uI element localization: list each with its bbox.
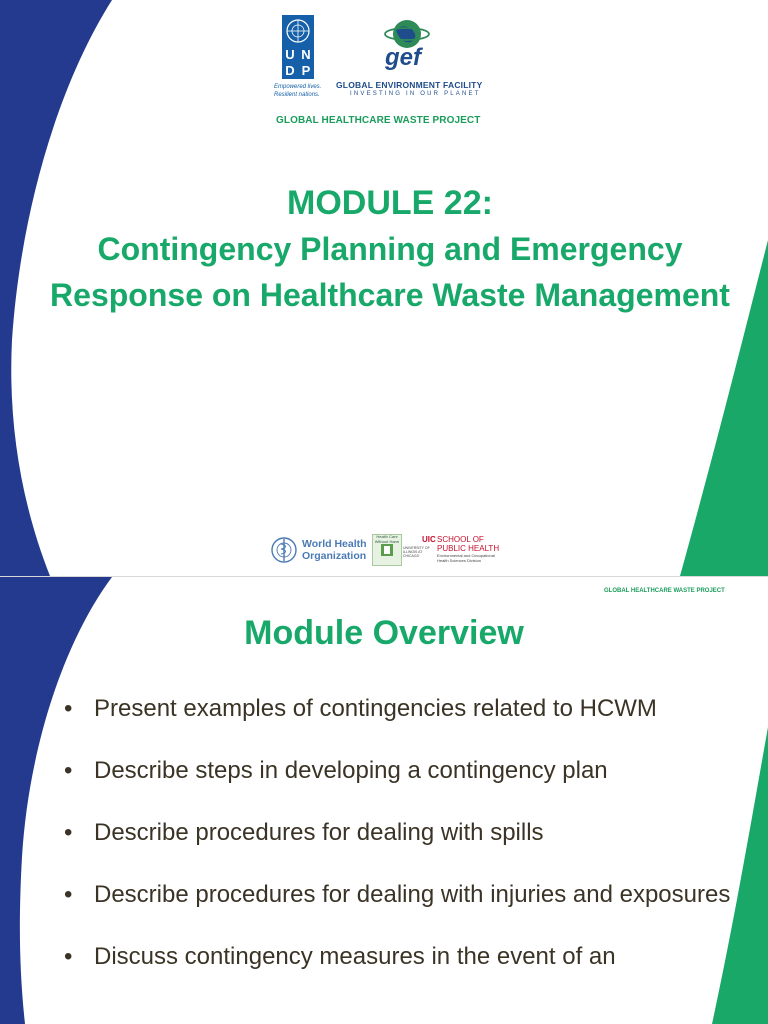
uic-mark: UIC [422,535,436,544]
hcwh-name: Health Care Without Harm [374,534,400,544]
who-name-line2: Organization [302,550,367,562]
gef-wordmark: gef [385,44,421,71]
bullet-item [64,818,744,848]
gef-name: GLOBAL ENVIRONMENT FACILITY [336,80,483,90]
uic-university: UNIVERSITY OF ILLINOIS AT CHICAGO [403,546,430,558]
un-emblem-icon [285,18,311,44]
bullet-item [64,942,744,972]
uic-school-line1: SCHOOL OF [437,535,484,544]
overview-bullets [64,694,744,1004]
gef-tagline: INVESTING IN OUR PLANET [350,91,481,97]
undp-logo [282,15,314,79]
undp-letter-d: D [285,63,295,78]
bullet-icon: • [64,819,73,846]
undp-letter-u: U [285,47,295,62]
overview-slide [0,577,768,1024]
uic-school-line2: PUBLIC HEALTH [437,544,500,553]
bullet-text: Present examples of contingencies related to HCWM [94,695,657,722]
bullet-item [64,756,744,786]
uic-division-line2: Health Sciences Division [437,558,482,563]
who-name [302,538,370,562]
project-name: GLOBAL HEALTHCARE WASTE PROJECT [276,115,481,126]
uic-school [437,535,507,553]
undp-letter-p: P [301,63,311,78]
bullet-text: Describe procedures for dealing with injuries and exposures [94,881,731,908]
who-name-line1: World Health [302,538,367,550]
uic-division [437,553,517,563]
project-name: GLOBAL HEALTHCARE WASTE PROJECT [604,588,725,594]
bullet-text: Describe procedures for dealing with spills [94,819,544,846]
who-emblem-icon [268,536,300,564]
bullet-item [64,880,744,910]
module-title: Contingency Planning and Emergency Response on Healthcare Waste Management [50,231,730,313]
undp-letter-n: N [301,47,311,62]
uic-division-line1: Environmental and Occupational [437,553,495,558]
bullet-text: Discuss contingency measures in the event of an [94,943,616,970]
undp-tagline: Empowered lives. Resilient nations. [274,84,322,98]
bullet-icon: • [64,695,73,722]
bullet-text: Describe steps in developing a contingency plan [94,757,608,784]
slide-title: Module Overview [244,614,524,652]
bullet-icon: • [64,757,73,784]
module-number: MODULE 22: [287,184,493,222]
bullet-icon: • [64,943,73,970]
bullet-item [64,694,744,724]
bullet-icon: • [64,881,73,908]
